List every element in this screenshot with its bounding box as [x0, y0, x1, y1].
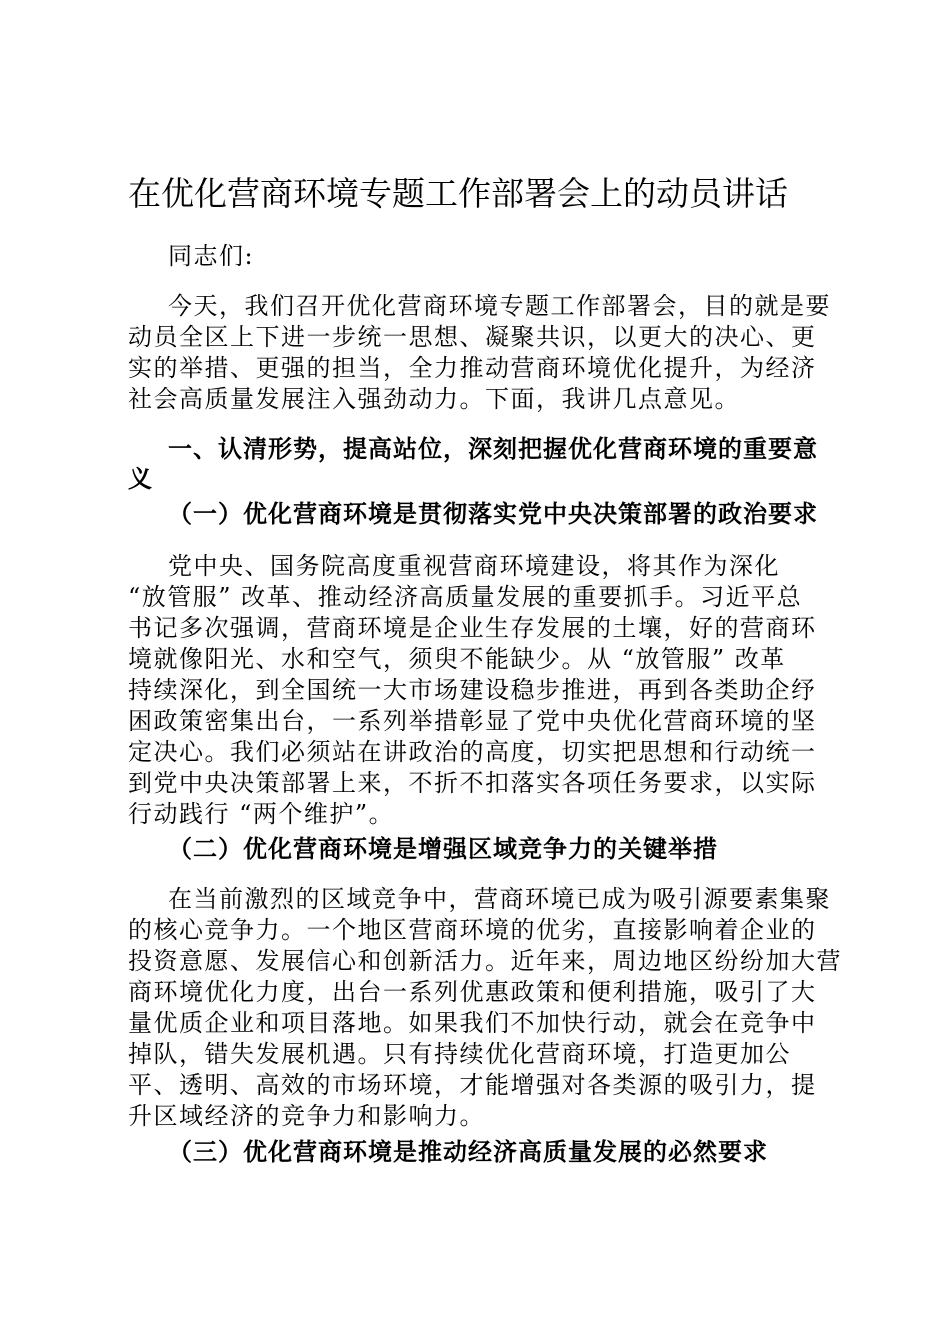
- sub2-body-line-3: 投资意愿、发展信心和创新活力。近年来，周边地区纷纷加大营: [128, 947, 842, 975]
- sub2-body-line-2: 的核心竞争力。一个地区营商环境的优劣，直接影响着企业的: [128, 916, 817, 944]
- sub2-body-line-7: 平、透明、高效的市场环境，才能增强对各类源的吸引力，提: [128, 1071, 817, 1099]
- intro-line-1: 今天，我们召开优化营商环境专题工作部署会，目的就是要: [168, 292, 831, 320]
- sub2-body-line-1: 在当前激烈的区域竞争中，营商环境已成为吸引源要素集聚: [168, 885, 831, 913]
- sub2-body-line-8: 升区域经济的竞争力和影响力。: [128, 1102, 485, 1130]
- sub2-body-line-6: 掉队，错失发展机遇。只有持续优化营商环境，打造更加公: [128, 1040, 791, 1068]
- sub1-body-line-4: 境就像阳光、水和空气，须臾不能缺少。从 “放管服” 改革: [128, 645, 786, 673]
- intro-line-4: 社会高质量发展注入强劲动力。下面，我讲几点意见。: [128, 385, 740, 413]
- sub1-body-line-6: 困政策密集出台，一系列举措彰显了党中央优化营商环境的坚: [128, 707, 817, 735]
- intro-line-3: 实的举措、更强的担当，全力推动营商环境优化提升，为经济: [128, 354, 817, 382]
- document-title: 在优化营商环境专题工作部署会上的动员讲话: [128, 174, 788, 213]
- sub1-body-line-7: 定决心。我们必须站在讲政治的高度，切实把思想和行动统一: [128, 738, 817, 766]
- sub1-body-line-2: “放管服” 改革、推动经济高质量发展的重要抓手。习近平总: [128, 583, 803, 611]
- salutation: 同志们:: [168, 242, 255, 270]
- section1-heading-line-2: 义: [128, 464, 153, 493]
- sub1-body-line-8: 到党中央决策部署上来，不折不扣落实各项任务要求，以实际: [128, 769, 817, 797]
- sub1-body-line-3: 书记多次强调，营商环境是企业生存发展的土壤，好的营商环: [128, 614, 817, 642]
- subsection2-heading: （二）优化营商环境是增强区域竞争力的关键举措: [168, 834, 718, 863]
- sub1-body-line-1: 党中央、国务院高度重视营商环境建设，将其作为深化: [168, 552, 780, 580]
- subsection3-heading: （三）优化营商环境是推动经济高质量发展的必然要求: [168, 1137, 768, 1166]
- section1-heading-line-1: 一、认清形势，提高站位，深刻把握优化营商环境的重要意: [168, 434, 818, 463]
- sub1-body-line-5: 持续深化，到全国统一大市场建设稳步推进，再到各类助企纾: [128, 676, 817, 704]
- subsection1-heading: （一）优化营商环境是贯彻落实党中央决策部署的政治要求: [168, 499, 818, 528]
- sub2-body-line-5: 量优质企业和项目落地。如果我们不加快行动，就会在竞争中: [128, 1009, 817, 1037]
- intro-line-2: 动员全区上下进一步统一思想、凝聚共识，以更大的决心、更: [128, 323, 817, 351]
- sub2-body-line-4: 商环境优化力度，出台一系列优惠政策和便利措施，吸引了大: [128, 978, 817, 1006]
- sub1-body-line-9: 行动践行 “两个维护”。: [128, 800, 395, 828]
